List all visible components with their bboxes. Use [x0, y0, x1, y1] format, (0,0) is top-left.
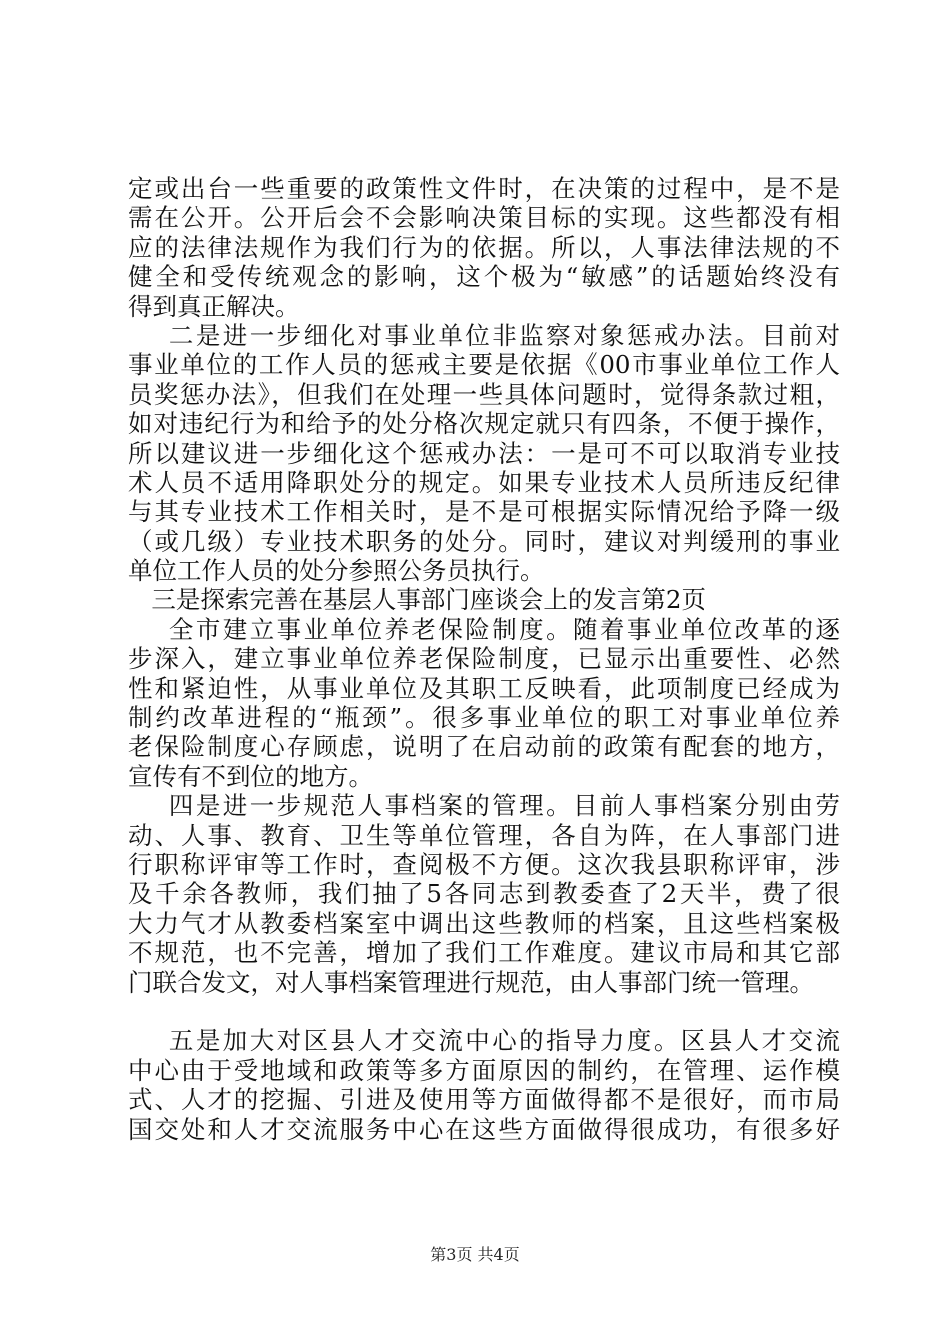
text-line: 所以建议进一步细化这个惩戒办法：一是可不可以取消专业技	[128, 438, 840, 468]
text-line: 动、人事、教育、卫生等单位管理，各自为阵，在人事部门进	[128, 820, 840, 850]
text-line: 应的法律法规作为我们行为的依据。所以，人事法律法规的不	[128, 232, 840, 262]
text-line: 老保险制度心存顾虑，说明了在启动前的政策有配套的地方，	[128, 732, 840, 762]
text-line: 三是探索完善在基层人事部门座谈会上的发言第2页	[128, 585, 706, 615]
text-line: 健全和受传统观念的影响，这个极为“敏感”的话题始终没有	[128, 262, 840, 292]
text-line: 中心由于受地域和政策等多方面原因的制约，在管理、运作模	[128, 1055, 840, 1085]
text-line: 术人员不适用降职处分的规定。如果专业技术人员所违反纪律	[128, 467, 840, 497]
text-line: 单位工作人员的处分参照公务员执行。	[128, 556, 545, 586]
text-line: 员奖惩办法》，但我们在处理一些具体问题时，觉得条款过粗，	[128, 379, 840, 409]
text-line: 性和紧迫性，从事业单位及其职工反映看，此项制度已经成为	[128, 673, 840, 703]
text-line: 事业单位的工作人员的惩戒主要是依据《00市事业单位工作人	[128, 350, 840, 380]
text-line: 四是进一步规范人事档案的管理。目前人事档案分别由劳	[128, 791, 840, 821]
text-line: 制约改革进程的“瓶颈”。很多事业单位的职工对事业单位养	[128, 703, 840, 733]
text-line: 五是加大对区县人才交流中心的指导力度。区县人才交流	[128, 1026, 840, 1056]
text-line: 式、人才的挖掘、引进及使用等方面做得都不是很好，而市局	[128, 1085, 840, 1115]
text-line: 得到真正解决。	[128, 291, 300, 321]
text-line: 大力气才从教委档案室中调出这些教师的档案，且这些档案极	[128, 908, 840, 938]
text-line: 国交处和人才交流服务中心在这些方面做得很成功，有很多好	[128, 1114, 840, 1144]
text-line	[128, 997, 840, 1026]
text-line: 需在公开。公开后会不会影响决策目标的实现。这些都没有相	[128, 203, 840, 233]
text-line: 定或出台一些重要的政策性文件时，在决策的过程中，是不是	[128, 174, 840, 203]
document-body	[128, 174, 840, 1144]
text-line: 如对违纪行为和给予的处分格次规定就只有四条，不便于操作，	[128, 409, 840, 439]
text-line: 宣传有不到位的地方。	[128, 761, 373, 791]
text-line: 步深入，建立事业单位养老保险制度，已显示出重要性、必然	[128, 644, 840, 674]
page-footer: 第3页 共4页	[430, 1245, 520, 1264]
text-line: 及千余各教师，我们抽了5各同志到教委查了2天半，费了很	[128, 879, 840, 909]
text-line: 门联合发文，对人事档案管理进行规范，由人事部门统一管理。	[128, 967, 814, 997]
text-line: 全市建立事业单位养老保险制度。随着事业单位改革的逐	[128, 614, 840, 644]
text-line: （或几级）专业技术职务的处分。同时，建议对判缓刑的事业	[128, 526, 840, 556]
text-line: 与其专业技术工作相关时，是不是可根据实际情况给予降一级	[128, 497, 840, 527]
text-line: 行职称评审等工作时，查阅极不方便。这次我县职称评审，涉	[128, 849, 840, 879]
text-line: 不规范，也不完善，增加了我们工作难度。建议市局和其它部	[128, 938, 840, 968]
text-line: 二是进一步细化对事业单位非监察对象惩戒办法。目前对	[128, 320, 840, 350]
